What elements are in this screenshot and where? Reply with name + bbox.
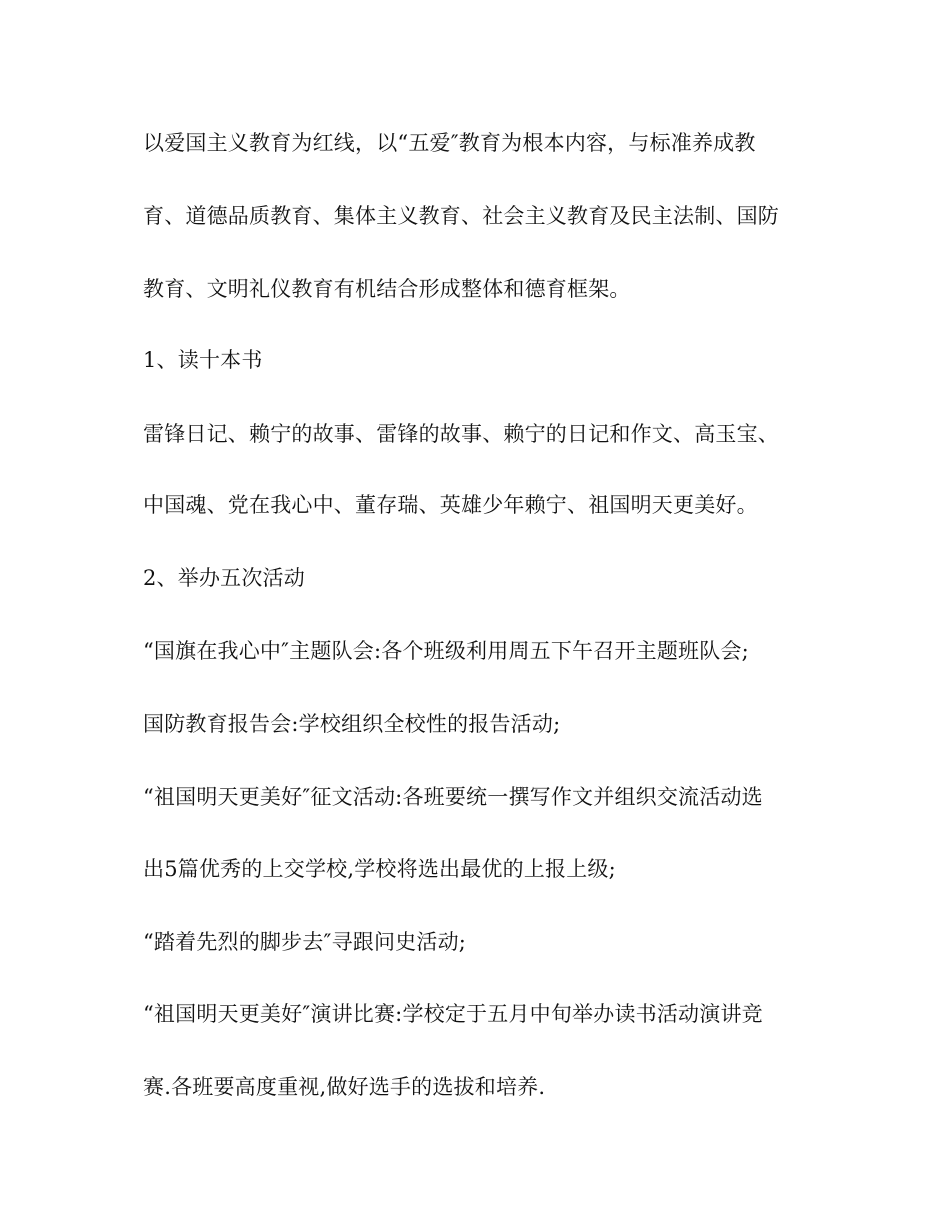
list-item: “祖国明天更美好″征文活动:各班要统一撰写作文并组织交流活动选 [143, 785, 763, 809]
list-item: “踏着先烈的脚步去″寻跟问史活动; [143, 930, 467, 954]
paragraph-line: 中国魂、党在我心中、董存瑞、英雄少年赖宁、祖国明天更美好。 [143, 493, 758, 517]
list-item: “国旗在我心中″主题队会:各个班级利用周五下午召开主题班队会; [143, 639, 749, 663]
list-item: “祖国明天更美好″演讲比赛:学校定于五月中旬举办读书活动演讲竞 [143, 1002, 763, 1026]
list-item: 国防教育报告会:学校组织全校性的报告活动; [143, 712, 561, 736]
section-heading: 1、读十本书 [143, 348, 263, 372]
list-item-continuation: 赛.各班要高度重视,做好选手的选拔和培养. [143, 1075, 546, 1099]
paragraph-line: 雷锋日记、赖宁的故事、雷锋的故事、赖宁的日记和作文、高玉宝、 [143, 422, 779, 446]
paragraph-line: 教育、文明礼仪教育有机结合形成整体和德育框架。 [143, 277, 631, 301]
list-item-continuation: 出5篇优秀的上交学校,学校将选出最优的上报上级; [143, 857, 616, 881]
paragraph-line: 以爱国主义教育为红线，以“五爱″教育为根本内容，与标准养成教 [143, 131, 756, 155]
section-heading: 2、举办五次活动 [143, 566, 305, 590]
paragraph-line: 育、道德品质教育、集体主义教育、社会主义教育及民主法制、国防 [143, 204, 779, 228]
